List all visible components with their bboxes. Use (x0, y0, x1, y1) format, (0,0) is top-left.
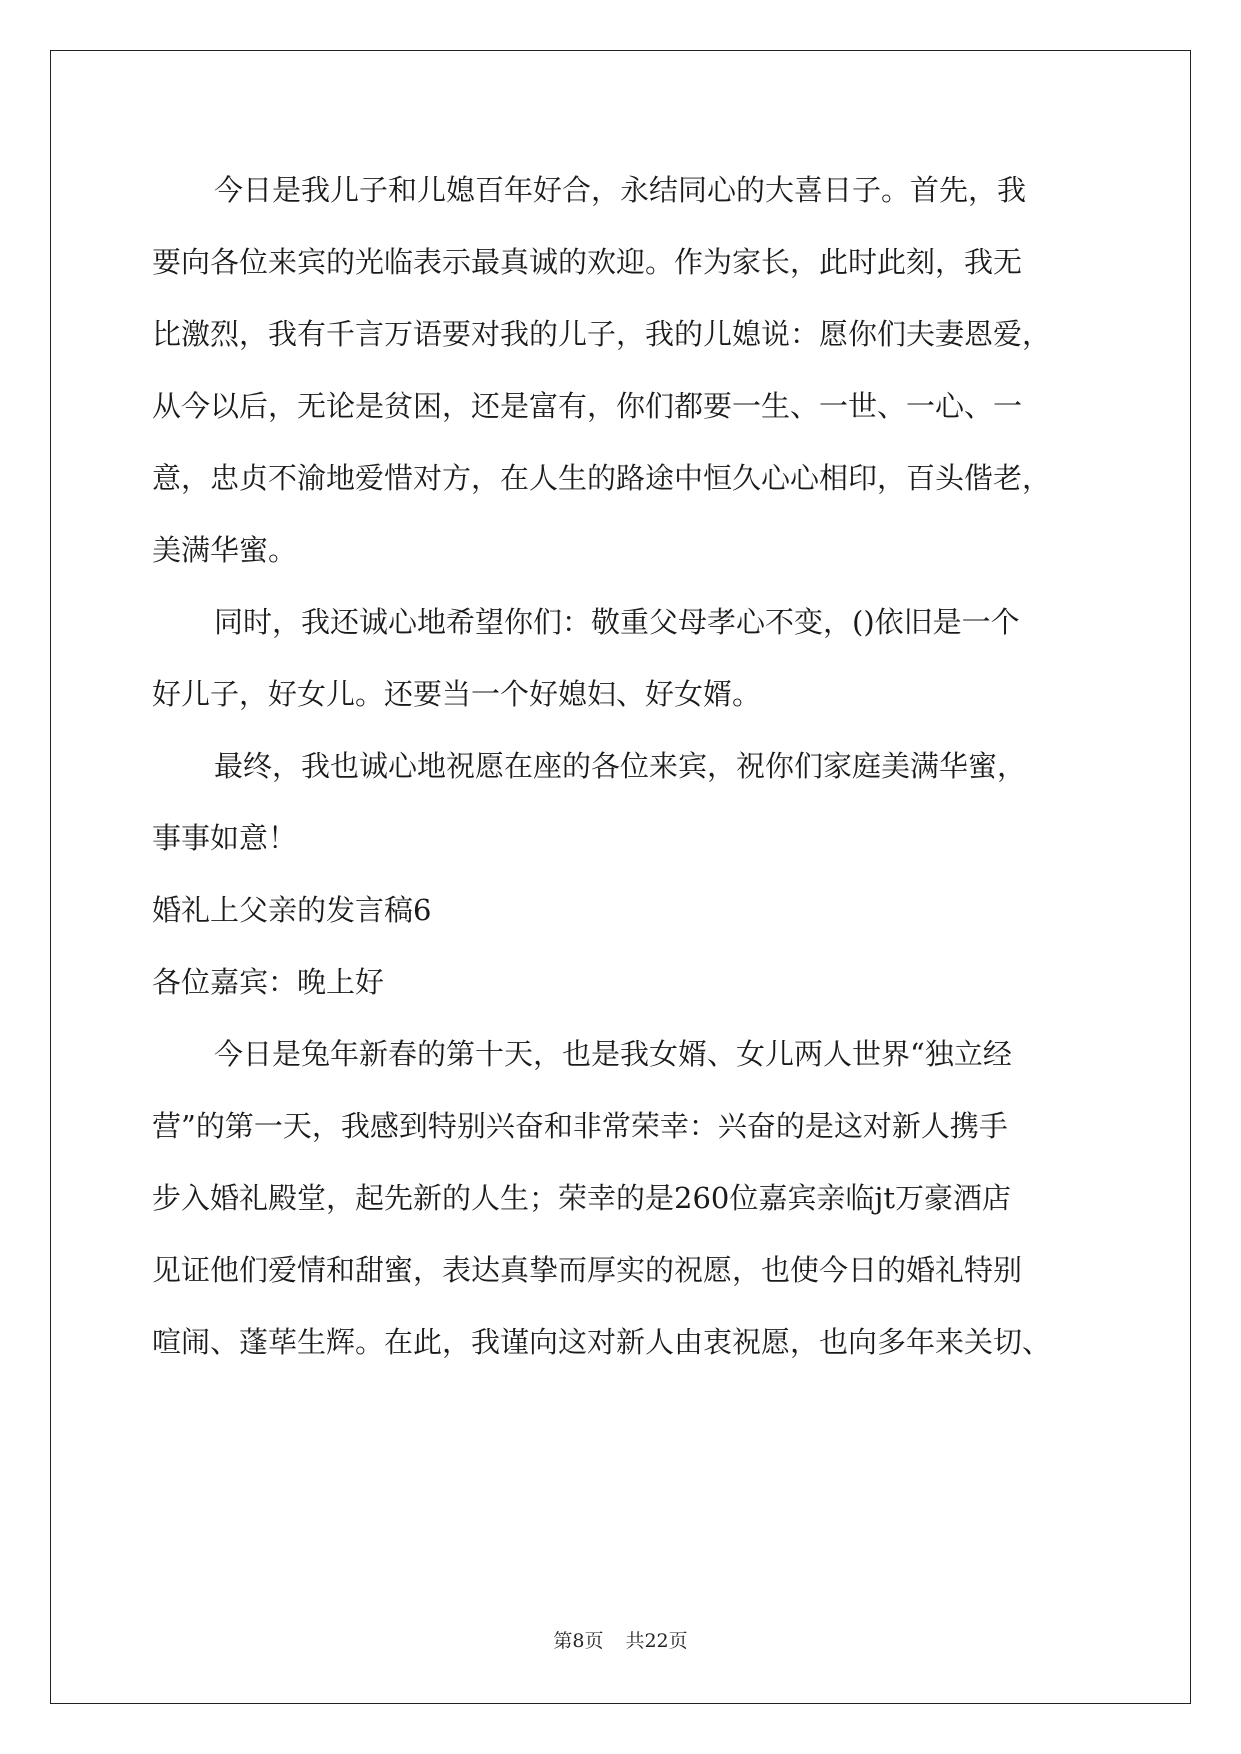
text-line: 营”的第一天，我感到特别兴奋和非常荣幸：兴奋的是这对新人携手 (152, 1109, 1008, 1143)
salutation: 各位嘉宾：晚上好 (152, 965, 385, 999)
text-line: 好儿子，好女儿。还要当一个好媳妇、好女婿。 (152, 677, 762, 711)
page-footer (0, 1626, 1241, 1653)
text-line: 意，忠贞不渝地爱惜对方，在人生的路途中恒久心心相印，百头偕老， (152, 461, 1052, 495)
text-line: 最终，我也诚心地祝愿在座的各位来宾，祝你们家庭美满华蜜， (214, 749, 1027, 783)
page-border (50, 50, 1191, 1704)
page-number: 第8页 (553, 1630, 604, 1652)
text-line: 喧闹、蓬荜生辉。在此，我谨向这对新人由衷祝愿，也向多年来关切、 (152, 1325, 1052, 1359)
section-heading: 婚礼上父亲的发言稿6 (152, 893, 432, 927)
text-line: 步入婚礼殿堂，起先新的人生；荣幸的是260位嘉宾亲临jt万豪酒店 (152, 1181, 1011, 1215)
text-line: 美满华蜜。 (152, 533, 298, 567)
text-line: 今日是兔年新春的第十天，也是我女婿、女儿两人世界“独立经 (214, 1037, 1012, 1071)
text-line: 比激烈，我有千言万语要对我的儿子，我的儿媳说：愿你们夫妻恩爱， (152, 317, 1052, 351)
text-line: 从今以后，无论是贫困，还是富有，你们都要一生、一世、一心、一 (152, 389, 1023, 423)
text-line: 事事如意！ (152, 821, 298, 855)
text-line: 见证他们爱情和甜蜜，表达真挚而厚实的祝愿，也使今日的婚礼特别 (152, 1253, 1023, 1287)
text-line: 今日是我儿子和儿媳百年好合，永结同心的大喜日子。首先，我 (214, 173, 1027, 207)
page-total: 共22页 (625, 1630, 688, 1652)
text-line: 要向各位来宾的光临表示最真诚的欢迎。作为家长，此时此刻，我无 (152, 245, 1023, 279)
text-line: 同时，我还诚心地希望你们：敬重父母孝心不变，()依旧是一个 (214, 605, 1020, 639)
